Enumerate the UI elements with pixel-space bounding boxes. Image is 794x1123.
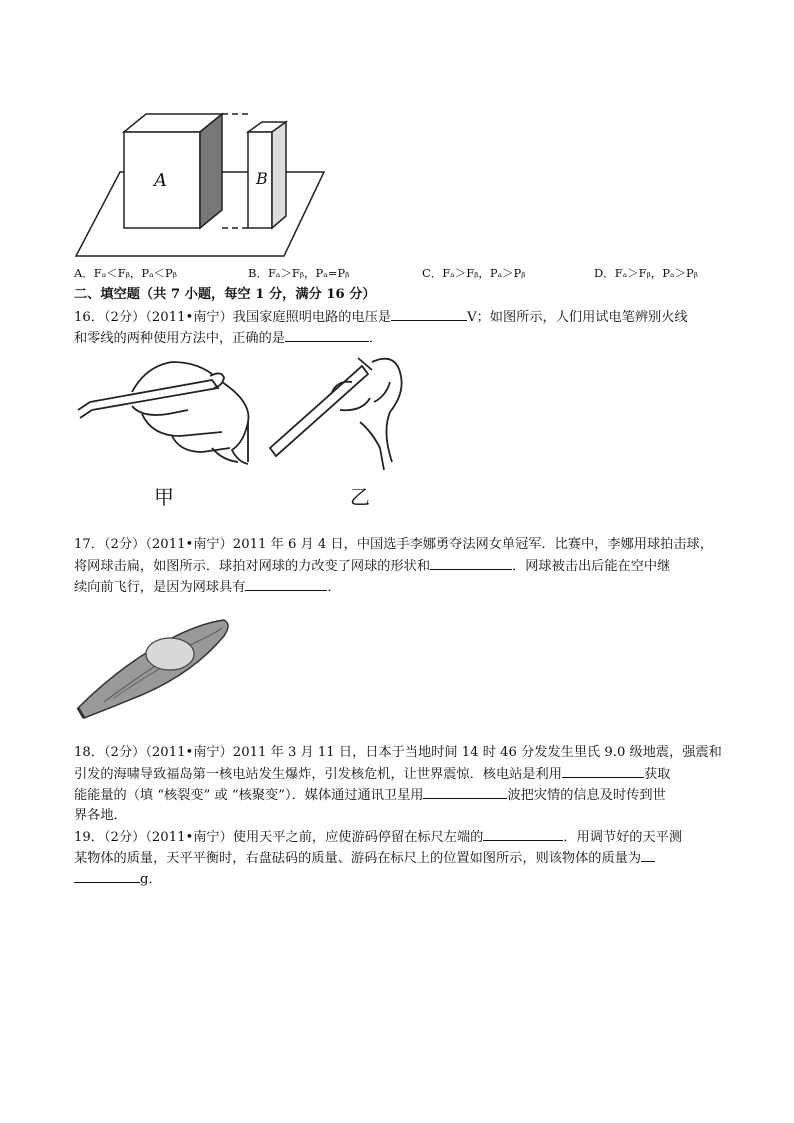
q19-line1	[74, 826, 682, 849]
q16-blank-method	[285, 327, 369, 342]
q18-text-1: 引发的海啸导致福岛第一核电站发生爆炸，引发核危机，让世界震惊．核电站是利用	[74, 767, 562, 782]
q16-blank-voltage	[391, 306, 467, 321]
q19-blank-mass	[74, 868, 140, 883]
q18-line2	[74, 763, 670, 786]
option-b: B．Fₐ＞Fᵦ，Pₐ=Pᵦ	[248, 266, 350, 280]
block-b-label: B	[256, 169, 268, 188]
q16-text-3: 和零线的两种使用方法中，正确的是	[74, 331, 285, 346]
q17-line1: 17．（2分）（2011•南宁）2011 年 6 月 4 日，中国选手李娜勇夺法网女单冠军．比赛中，李娜用球拍击球，	[74, 537, 713, 552]
q17-text-1: 将网球击扁，如图所示．球拍对网球的力改变了网球的形状和	[74, 559, 431, 574]
q17-blank-motion	[430, 555, 512, 570]
q18-blank-wave	[423, 784, 507, 799]
q19-text-2: ．用调节好的天平测	[563, 830, 683, 845]
q18-text-2: 获取	[643, 767, 671, 782]
q19-text-3: 某物体的质量，天平平衡时，右盘砝码的质量、游码在标尺上的位置如图所示，则该物体的质量为	[74, 851, 642, 866]
q16-text-1: 16．（2分）（2011•南宁）我国家庭照明电路的电压是	[74, 310, 392, 325]
block-a-label: A	[154, 170, 167, 191]
q17-line3	[74, 576, 341, 599]
q19-text-1: 19．（2分）（2011•南宁）使用天平之前，应使游码停留在标尺左端的	[74, 830, 484, 845]
q17-text-3: 续向前飞行，是因为网球具有	[74, 580, 246, 595]
racket-ball-figure	[74, 602, 234, 720]
q16-text-2: V；如图所示，人们用试电笔辨别火线	[467, 310, 688, 325]
q19-blank-mass-start	[641, 847, 655, 862]
q18-blank-nuclear	[562, 763, 644, 778]
q16-line1	[74, 306, 688, 329]
label-jia: 甲	[154, 485, 174, 509]
q19-line2	[74, 847, 655, 870]
q18-line4: 界各地．	[74, 808, 127, 823]
q17-blank-inertia	[245, 576, 327, 591]
q17-text-2: ．网球被击出后能在空中继	[512, 559, 671, 574]
section-heading: 二、填空题（共 7 小题，每空 1 分，满分 16 分）	[74, 287, 376, 302]
q18-text-4: 波把灾情的信息及时传到世	[507, 788, 666, 803]
q19-line3	[74, 868, 162, 891]
q19-text-4: g．	[140, 872, 162, 887]
option-a: A．Fₐ＜Fᵦ，Pₐ＜Pᵦ	[74, 266, 177, 280]
option-d: D．Fₐ＞Fᵦ，Pₐ＞Pᵦ	[594, 266, 698, 280]
q16-text-4: ．	[369, 331, 383, 346]
q17-text-4: ．	[327, 580, 341, 595]
q17-line2	[74, 555, 670, 578]
q18-text-3: 能能量的（填 “核裂变” 或 “核聚变”）．媒体通过通讯卫星用	[74, 788, 424, 803]
option-c: C．Fₐ＞Fᵦ，Pₐ＞Pᵦ	[422, 266, 526, 280]
q18-line3	[74, 784, 666, 807]
q19-blank-zero	[483, 826, 563, 841]
q18-line1: 18．（2分）（2011•南宁）2011 年 3 月 11 日，日本于当地时间 14 时 46 分发发生里氏 9.0 级地震，强震和	[74, 745, 722, 760]
test-pen-figure	[72, 352, 417, 512]
q16-line2	[74, 327, 382, 350]
blocks-figure	[72, 100, 332, 260]
label-yi: 乙	[350, 485, 370, 509]
